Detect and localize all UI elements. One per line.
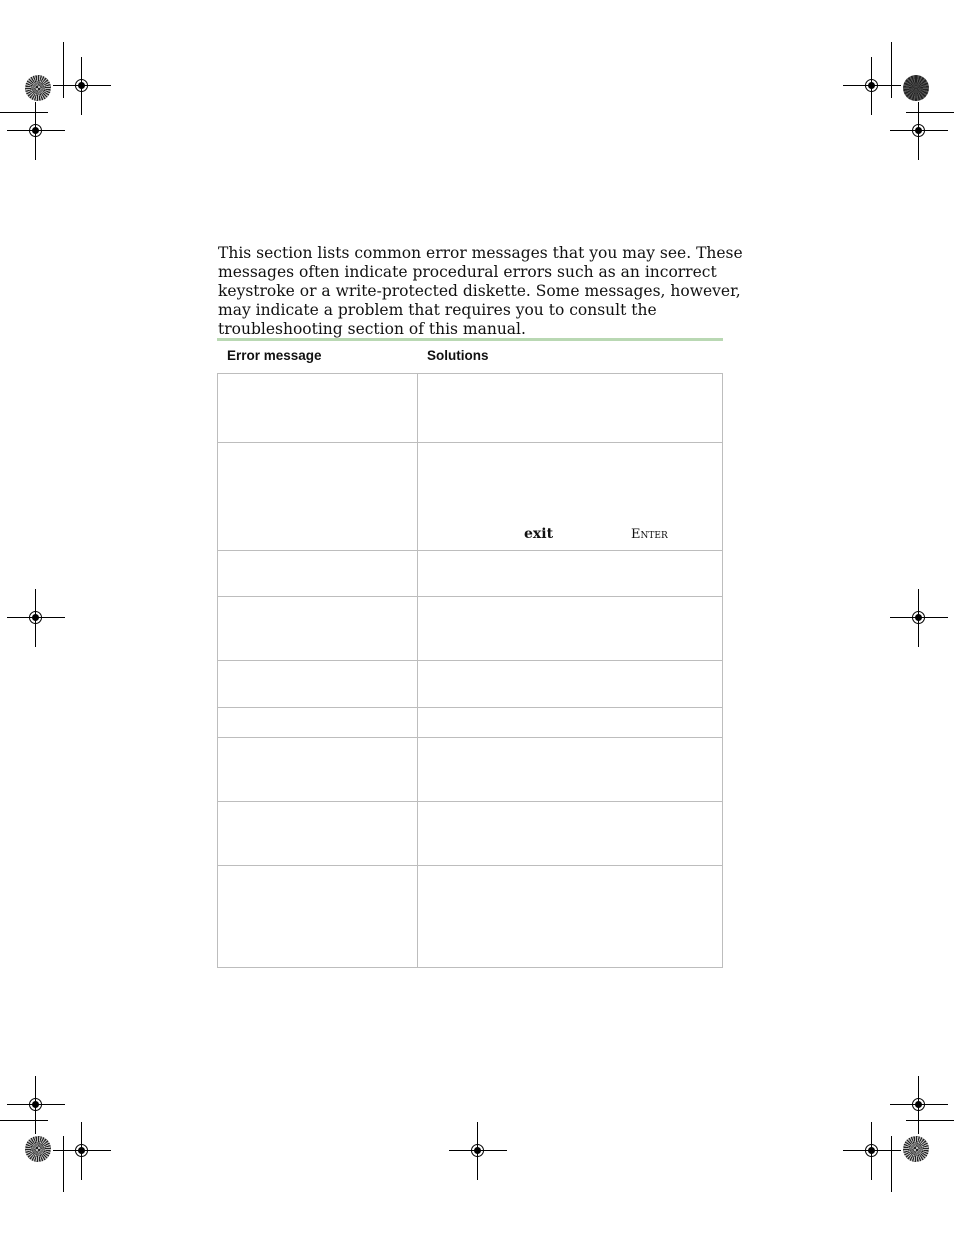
trim-line bbox=[63, 1136, 64, 1192]
trim-line bbox=[906, 112, 954, 113]
print-registration-star-icon bbox=[25, 1136, 51, 1162]
crosshair-mark-icon bbox=[67, 1136, 97, 1166]
error-message-table bbox=[217, 338, 723, 968]
crosshair-mark-icon bbox=[857, 1136, 887, 1166]
table-row bbox=[218, 707, 722, 737]
crosshair-mark-icon bbox=[904, 1090, 934, 1120]
trim-line bbox=[0, 112, 48, 113]
trim-line bbox=[906, 1120, 954, 1121]
trim-line bbox=[891, 42, 892, 98]
crosshair-mark-icon bbox=[67, 71, 97, 101]
crosshair-mark-icon bbox=[463, 1136, 493, 1166]
trim-line bbox=[63, 42, 64, 98]
inline-command-text: exit bbox=[524, 526, 554, 542]
table-row bbox=[218, 550, 722, 596]
print-registration-star-icon bbox=[903, 1136, 929, 1162]
table-row bbox=[218, 596, 722, 660]
table-header bbox=[217, 341, 723, 370]
crosshair-mark-icon bbox=[21, 603, 51, 633]
crosshair-mark-icon bbox=[21, 1090, 51, 1120]
print-registration-star-icon bbox=[25, 75, 51, 101]
table-row bbox=[218, 660, 722, 707]
table-row bbox=[218, 801, 722, 865]
crosshair-mark-icon bbox=[904, 116, 934, 146]
table-row bbox=[218, 374, 722, 442]
crosshair-mark-icon bbox=[904, 603, 934, 633]
table-row bbox=[218, 737, 722, 801]
crosshair-mark-icon bbox=[21, 116, 51, 146]
trim-line bbox=[891, 1136, 892, 1192]
inline-key-text: Enter bbox=[631, 527, 668, 542]
table-row bbox=[218, 442, 722, 550]
column-header-solutions: Solutions bbox=[427, 348, 489, 363]
column-header-error-message: Error message bbox=[227, 348, 322, 363]
table-row bbox=[218, 865, 722, 967]
crosshair-mark-icon bbox=[857, 71, 887, 101]
intro-paragraph: This section lists common error messages that you may see. These messages often indicate procedural errors such as an incorrect keystroke or a write-protected diskette. Some messages, however, may indicate a problem that requires you to consult the troubleshooting section of this manual. bbox=[218, 244, 743, 338]
table-body bbox=[217, 373, 723, 968]
print-registration-star-icon bbox=[903, 75, 929, 101]
trim-line bbox=[0, 1120, 48, 1121]
